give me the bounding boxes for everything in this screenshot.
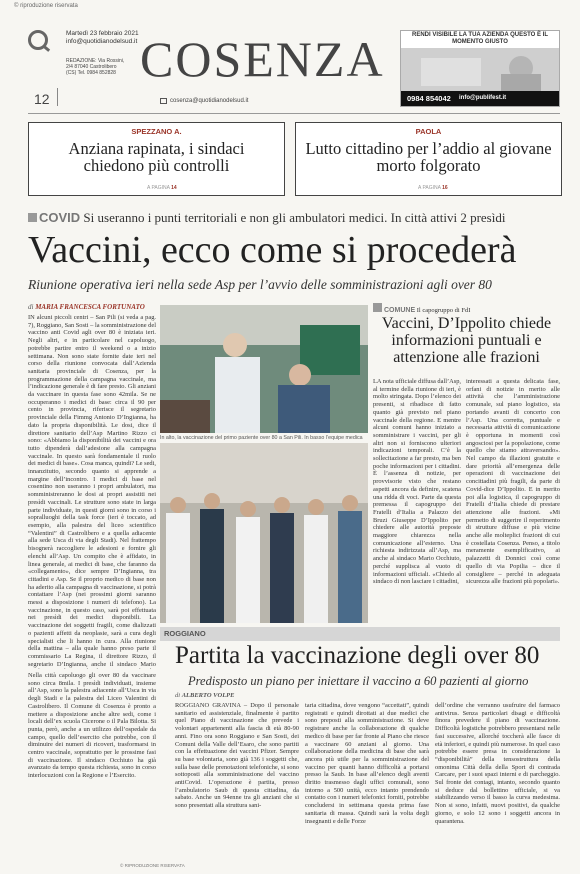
teaser-box-paola[interactable] <box>295 122 562 196</box>
roggiano-article-col3: dell’ordine che verranno usufruire del farmaco antivirus. Senza particolari disagi e difficoltà finora prevedere il piano di vaccinazione. Difficoltà logistiche potrebbero presentarsi nelle fasi successive, allorché toccherà alle fasce di età inferiori, e quindi più numerose. In quel caso potrebbe essere presa in considerazione la “disponibilità” della tensostruttura della omonima Città della della Sport di contrada Carcare, per i suoi spazi interni e di parcheggio. Sul fronte dei contagi, intanto, secondo quanto si deduce dal bollettino ufficiale, si va stabilizzando verso il basso la curva medesima. Non si sono, infatti, nuovi positivi, da qualche giorno, e solo 12 sono i soggetti ancora in quarantena. <box>435 702 560 825</box>
comune-box <box>373 303 560 366</box>
roggiano-headline: Partita la vaccinazione degli over 80 <box>175 642 540 669</box>
roggiano-subheadline: Predisposto un piano per iniettare il vaccino a 60 pazienti al giorno <box>188 674 529 688</box>
main-article-col1: IN alcuni piccoli centri – San Pili (si veda a pag. 7), Roggiano, San Sosti – la somministrazione del vaccino anti Covid agli over 80 è iniziata ieri. Negli altri, e in particolare nel capoluogo, potrebbe partire entro il weekend o a inizio settimana. Non sono state fornite date ieri nel corso della riunione convocata dall’Azienda sanitaria provinciale di Cosenza, per la programmazione della campagna vaccinale, ma l’indicazione generale è di fare presto. Gli anziani da vaccinare in questa fase sono 42mila. Se ne occuperanno i medici di base: circa il 90 per cento in provincia, riferisce il segretario provinciale della Fimmg Antonio D’Ingianna, ha dato la propria disponibilità. Le dosi, dice il direttore sanitario dell’Asp Martino Rizzo ci sono: «Abbiamo la disponibilità dei vaccini e ora tutto dipenderà dall’adesione alla campagna vaccinale. In questo sarà fondamentale il ruolo dei medici di base». Cosa manca, quindi? Le sedi, innanzitutto, secondo quanto si apprende a margine dell’incontro. I medici di base nel cosentino non useranno i propri ambulatori, ma somministreranno le dosi ai propri assistiti nei presìdi vaccinali. Le strutture sono state in larga parte individuate, in questi giorni sono in corso i sopralluoghi della task force (ieri è toccato, ad esempio, alla palestra del liceo scientifico “Valentini” di Castrolibero e a quella adiacente alla sede Usca di via degli Stadi). Nel frattempo bisognerà raccogliere le adesioni e fornire gli elenchi all’Asp. Un compito che è affidato, in linea generale, ai medici di base, che faranno da «collegamento», dice sempre D’Ingianna, tra cittadini e Asp. Se il proprio medico di base non ha aderito alla campagna di vaccinazione, si potrà contattare l’Asp (nei prossimi giorni saranno messi a disposizione i numeri di telefono). La vaccinazione, in questo caso, sarà poi effettuata nei presìdi dei medici disponibili. La vaccinazione dei soggetti fragili, come dializzati o pazienti affetti da neoplasie, sarà a cura degli specialisti che li hanno in cura. Alla riunione della mattina – alla quale hanno preso parte il commissario La Regina, il direttore Rizzo, il segretario D’Ingianna, anche il sindaco Mario <box>28 314 156 668</box>
main-byline: di MARIA FRANCESCA FORTUNATO <box>28 303 145 311</box>
teaser-page-ref: A PAGINA 16 <box>418 185 448 191</box>
roggiano-article-col2: taria cittadina, dove vengono “accettati”, quindi registrati e quindi dirottati ai due medici che sono preposti alla somministrazione. Si deve registrare anche la collaborazione di qualche medico di base per far fronte al Piano che riesce a vaccinare 60 anziani al giorno. Una collaborazione della medicina di base che sarà ancora più utile per la somministrazione del vaccino per quanti hanno difficoltà a portarsi presso la Saub. In base all’elenco degli aventi diritto trasmesso dagli uffici comunali, sono intorno a 500 unità, ecco intanto prendendo contatto con i numeri telefonici forniti, potrebbe concludersi in settimana questa prima fase sanitaria di massa. Quindi sarà la volta degli insegnanti e delle Forze <box>305 702 429 825</box>
teaser-kicker: PAOLA <box>415 127 442 136</box>
ad-headline: RENDI VISIBILE LA TUA AZIENDA QUESTO È IL MOMENTO GIUSTO <box>401 31 559 48</box>
teaser-title: Anziana rapinata, i sindaci chiedono più controlli <box>68 139 245 175</box>
page-number: 12 <box>34 91 50 107</box>
masthead-title: COSENZA <box>140 31 385 87</box>
ad-email: info@publifest.it <box>459 95 507 101</box>
roggiano-article-col1: ROGGIANO GRAVINA – Dopo il personale sanitario ed assistenziale, finalmente è partito quel Piano di vaccinazione che prevede i volontari appartenenti alla fascia di età 80-90 anni. Fino ora sono Roggiano e San Sosti, dei Comuni della Valle dell’Esaro, che sono partiti con la effettuazione dei vaccini Pfizer. Sempre su base volontaria, sono già 136 i soggetti che, sulla base delle prenotazioni telefoniche, si sono sottoposti alla somministrazione del vaccino antiCovid. L’operazione è partita, presso l’ambulatorio Saub di questa cittadina, da sabato. Anche un 94enne tra gli anziani che si sono presentati alla struttura sani- <box>175 702 299 810</box>
section-marker <box>373 303 382 312</box>
ad-image <box>401 48 559 91</box>
medical-team-photo-image <box>160 443 368 623</box>
redazione-address: REDAZIONE: Via Rossini, 2/4 87040 Castrolibero (CS) Tel. 0984 852828 <box>66 58 125 76</box>
vaccination-photo <box>160 305 368 433</box>
roggiano-byline: di ALBERTO VOLPE <box>175 692 235 699</box>
comune-tag: COMUNE <box>384 307 416 314</box>
ad-phone: 0984 854042 <box>407 94 451 103</box>
comune-kicker <box>373 303 560 314</box>
covid-tag: COVID <box>39 210 81 225</box>
roggiano-tag: ROGGIANO <box>164 629 206 638</box>
teaser-page-ref: A PAGINA 14 <box>147 185 177 191</box>
main-headline: Vaccini, ecco come si procederà <box>28 229 517 271</box>
article-footer: © RIPRODUZIONE RISERVATA <box>120 863 185 868</box>
covid-line: Si useranno i punti territoriali e non gli ambulatori medici. In città attivi 2 presìdi <box>83 210 506 225</box>
medical-team-photo <box>160 443 368 623</box>
advertisement[interactable] <box>400 30 560 107</box>
quotidiano-logo-icon <box>28 30 48 50</box>
mail-icon <box>160 98 167 104</box>
main-article-col2: Nella città capoluogo gli over 80 da vaccinare sono circa 8mila. I presìdi individuati, insieme all’Asp, sono la palestra adiacente all’Usca in via degli Stadi e la palestra del Liceo Valentini di Castrolibero. Il Comune di Cosenza è pronto a mettere a disposizione anche altre sedi, come i locali dell’ex scuola Cicerone o il Pala Bilotta. Si punta, però, anche a un utilizzo dell’ospedale da campo, quello dell’esercito che potrebbe, con il diminuire dei numeri di ricoveri, trasformarsi in centro vaccinale, soprattutto per le prossime fasi di vaccinazione. Il sindaco Occhiuto ha già avanzato da tempo questa richiesta, sono in corso interlocuzioni con la Regione e l’Esercito. <box>28 672 156 780</box>
teaser-title: Lutto cittadino per l’addio al giovane morto folgorato <box>305 139 552 175</box>
contact-email[interactable]: cosenza@quotidianodelsud.it <box>170 98 249 104</box>
header-email[interactable]: info@quotidianodelsud.it <box>66 38 138 45</box>
divider <box>57 88 58 106</box>
ad-contact-bar <box>401 91 559 106</box>
comune-kicker-text: Il capogruppo di FdI <box>416 307 471 314</box>
comune-article-col1: LA nota ufficiale diffusa dall’Asp, al termine della riunione di ieri, è molto stringata. Dopo l’elenco dei presenti, si ribadisce di fatto quanto già previsto nel piano vaccinale della regione. E mentre alcuni comuni hanno iniziato a somministrare i vaccini, per gli altri non si forniscono ulteriori indicazioni temporali. C’è la sollecitazione a far presto, ma ben poche informazioni per i cittadini. È l’assenza di notizie, per provvisorie visto che restano aspetti ancora da definire, scatena una ridda di voci. Parte da questa premessa il capogruppo dei Fratelli d’Italia a Palazzo dei Bruzi Giuseppe D’Ippolito per chiedere alle autorità preposte maggiore chiarezza nella comunicazione all’esterno. Una richiesta indirizzata all’Asp, ma anche al sindaco Mario Occhiuto, perché supplisca al vuoto di informazioni ufficiali. «Chiedo al sindaco di non lasciare i cittadini, <box>373 378 461 586</box>
section-marker <box>28 213 37 222</box>
header-rule <box>28 113 560 114</box>
roggiano-bar <box>160 627 560 641</box>
comune-article-col2: interessati a questa delicata fase, orfani di notizie in merito alle attività che l’amministrazione comunale, sul piano logistico, sta portando avanti di concerto con l’Asp. Una corretta, puntuale e necessaria attività di comunicazione è opportuna in momenti così angosciosi per la popolazione, come quello che stiamo attraversando». Nel campo da illazioni gratuite e dare priorità all’emergenza delle operazioni di vaccinazione dei concittadini più fragili, da parte di Covid-dice D’Ippolito. E in merito poi alla logistica, il capogruppo di Fratelli d’Italia chiede di prestare attenzione alle frazioni. «Mi permetto di suggerire il reperimento di strutture diffuse e più vicine anche alle molteplici frazioni di cui è costellata Cosenza. Penso, a titolo meramente esemplificativo, ai palazzetti di Donnici così come quello di via Popilia – dice il consigliere – perché in adeguata sicurezza alle frazioni più popolari». <box>466 378 560 586</box>
teaser-kicker: SPEZZANO A. <box>131 127 182 136</box>
issue-date: Martedì 23 febbraio 2021 <box>66 30 139 37</box>
covid-kicker-line <box>28 210 558 226</box>
copyright-note: © riproduzione riservata <box>14 3 78 9</box>
teaser-box-spezzano[interactable] <box>28 122 285 196</box>
comune-headline: Vaccini, D’Ippolito chiede informazioni puntuali e attenzione alle frazioni <box>381 315 552 366</box>
photo-caption: In alto, la vaccinazione del primo paziente over 80 a San Pili. In basso l’equipe medica <box>160 435 363 441</box>
header-date <box>66 30 139 46</box>
main-subheadline: Riunione operativa ieri nella sede Asp per l’avvio delle somministrazioni agli over 80 <box>28 277 492 292</box>
vaccination-photo-image <box>160 305 368 433</box>
